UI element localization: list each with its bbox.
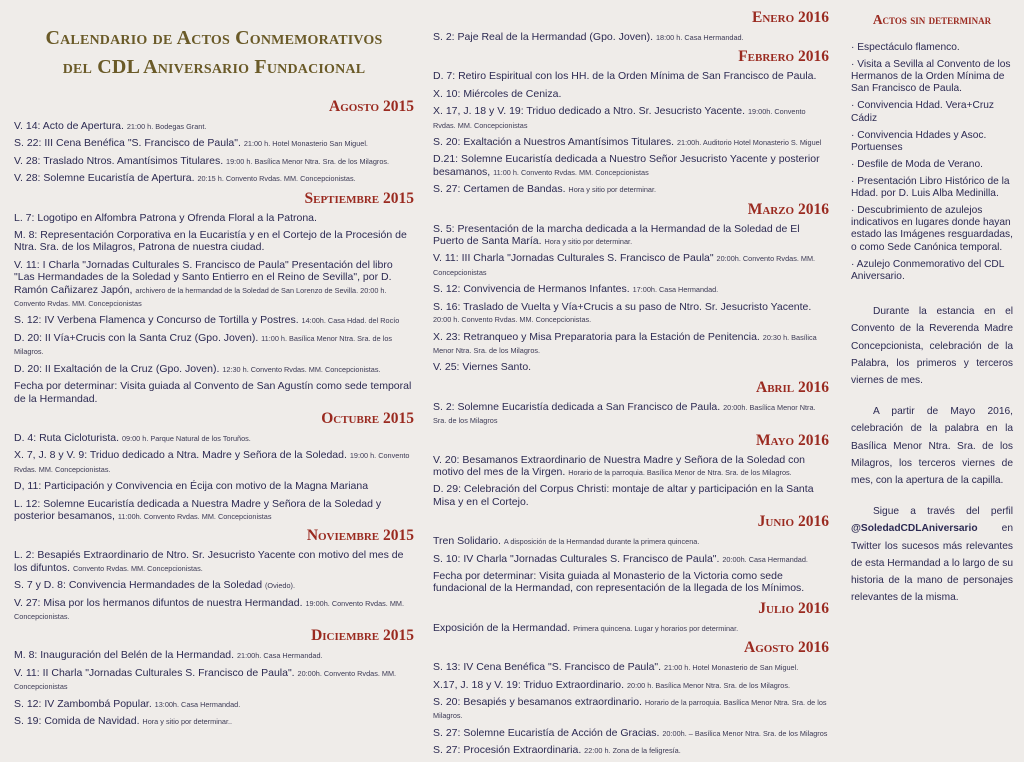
list-item: · Descubrimiento de azulejos indicativos en lugares donde hayan estado las Imágenes resguardadas, o como Sede Canónica temporal. xyxy=(851,204,1013,253)
event-item: Fecha por determinar: Visita guiada al Convento de San Agustín como sede temporal de la Hermandad. xyxy=(14,380,412,405)
month-events xyxy=(14,120,414,186)
month-events xyxy=(14,649,414,728)
info-paragraph-1: Durante la estancia en el Convento de la Reverenda Madre Concepcionista, celebración de la Palabra, los primeros y terceros viernes de mes. xyxy=(851,306,1013,387)
event-item: S. 2: Paje Real de la Hermandad (Gpo. Joven). 18:00 h. Casa Hermandad. xyxy=(433,31,744,43)
column-right xyxy=(851,0,1013,606)
month-heading: Agosto 2016 xyxy=(744,639,829,657)
list-item: · Azulejo Conmemorativo del CDL Aniversario. xyxy=(851,258,1005,282)
event-item: S. 5: Presentación de la marcha dedicada a la Hermandad de la Soledad de El Puerto de Santa María. Hora y sitio por determinar. xyxy=(433,222,800,248)
event-item: D. 4: Ruta Cicloturista. 09:00 h. Parque Natural de los Toruños. xyxy=(14,431,251,444)
list-item: · Presentación Libro Histórico de la Hdad. por D. Luis Alba Medinilla. xyxy=(851,175,1010,199)
twitter-handle: @SoledadCDLAniversario xyxy=(851,523,978,535)
month-heading: Diciembre 2015 xyxy=(311,627,414,645)
event-item: S. 27: Procesión Extraordinaria. 22:00 h. Zona de la feligresía. xyxy=(433,744,681,757)
event-item: S. 20: Exaltación a Nuestros Amantísimos Titulares. 21:00h. Auditorio Hotel Monasterio S. Miguel xyxy=(433,136,822,149)
event-item: M. 8: Representación Corporativa en la Eucaristía y en el Cortejo de la Procesión de Ntra. Sra. de los Milagros, Patrona de nuestra ciudad. xyxy=(14,229,407,254)
month-events xyxy=(14,212,414,406)
event-item: S. 12: IV Verbena Flamenca y Concurso de Tortilla y Postres. 14:00h. Casa Hdad. del Rocío xyxy=(14,314,400,327)
event-item: V. 11: II Charla "Jornadas Culturales S. Francisco de Paula". 20:00h. Convento Rvdas. MM. Concepcionistas xyxy=(14,666,397,692)
event-item: V. 28: Solemne Eucaristía de Apertura. 20:15 h. Convento Rvdas. MM. Concepcionistas. xyxy=(14,172,356,185)
event-item: D. 7: Retiro Espiritual con los HH. de la Orden Mínima de San Francisco de Paula. xyxy=(433,70,817,83)
event-item: S. 2: Solemne Eucaristía dedicada a San Francisco de Paula. 20:00h. Basílica Menor Ntra. Sra. de los Milagros xyxy=(433,400,816,426)
list-item: · Visita a Sevilla al Convento de los Hermanos de la Orden Mínima de San Francisco de Paula. xyxy=(851,58,1011,95)
event-item: S. 13: IV Cena Benéfica "S. Francisco de Paula". 21:00 h. Hotel Monasterio de San Miguel. xyxy=(433,661,799,674)
event-item: S. 27: Certamen de Bandas. Hora y sitio por determinar. xyxy=(433,183,657,196)
event-item: S. 27: Solemne Eucaristía de Acción de Gracias. 20:00h. – Basílica Menor Ntra. Sra. de los Milagros xyxy=(433,726,828,739)
event-item: V. 27: Misa por los hermanos difuntos de nuestra Hermandad. 19:00h. Convento Rvdas. MM. Concepcionistas. xyxy=(14,596,405,621)
month-heading: Julio 2016 xyxy=(758,599,829,617)
event-item: V. 20: Besamanos Extraordinario de Nuestra Madre y Señora de la Soledad con motivo del mes de la Virgen. Horario de la parroquia. Basílica Menor de Ntra. Sra. de los Milagros. xyxy=(433,453,806,478)
info-paragraph-2: A partir de Mayo 2016, celebración de la palabra en la Basílica Menor Ntra. Sra. de los Milagros, los terceros viernes de mes, con la apertura de la capilla. xyxy=(851,406,1013,487)
month-heading: Septiembre 2015 xyxy=(304,189,414,207)
month-heading: Octubre 2015 xyxy=(321,409,414,427)
month-events xyxy=(433,401,829,428)
event-item: S. 12: IV Zambombá Popular. 13:00h. Casa Hermandad. xyxy=(14,697,241,710)
event-item: V. 11: I Charla "Jornadas Culturales S. Francisco de Paula" Presentación del libro "Las Hermandades de la Soledad y Santo Entierro en el Reino de Sevilla", por D. Ramón Cañizarez Japón, archivero de la hermandad de la Soledad de San Lorenzo de Sevilla. 20:00 h. Convento Rvdas. MM. Concepcionistas xyxy=(14,258,393,309)
event-item: D. 29: Celebración del Corpus Christi: montaje de altar y participación en la Santa Misa y en el Cortejo. xyxy=(433,483,814,508)
event-item: D, 11: Participación y Convivencia en Écija con motivo de la Magna Mariana xyxy=(14,480,369,493)
event-item: X. 23: Retranqueo y Misa Preparatoria para la Estación de Penitencia. 20:30 h. Basílica Menor Ntra. Sra. de los Milagros. xyxy=(433,330,817,355)
month-events xyxy=(14,432,414,523)
event-item: M. 8: Inauguración del Belén de la Hermandad. 21:00h. Casa Hermandad. xyxy=(14,649,323,662)
event-item: S. 12: Convivencia de Hermanos Infantes. 17:00h. Casa Hermandad. xyxy=(433,283,719,296)
event-item: S. 10: IV Charla "Jornadas Culturales S. Francisco de Paula". 20:00h. Casa Hermandad. xyxy=(433,552,808,565)
event-item: X.17, J. 18 y V. 19: Triduo Extraordinario. 20:00 h. Basílica Menor Ntra. Sra. de los Milagros. xyxy=(433,678,791,691)
event-item: L. 2: Besapiés Extraordinario de Ntro. Sr. Jesucristo Yacente con motivo del mes de los difuntos. Convento Rvdas. MM. Concepcionistas. xyxy=(14,549,404,574)
page-title xyxy=(14,24,414,82)
month-heading: Marzo 2016 xyxy=(747,200,829,218)
month-events xyxy=(433,31,829,44)
column-middle xyxy=(433,0,829,762)
title-line-2: del CDL Aniversario Fundacional xyxy=(62,56,366,78)
column-left xyxy=(14,0,414,732)
month-events xyxy=(433,70,829,196)
title-line-1: Calendario de Actos Conmemorativos xyxy=(45,27,383,49)
event-item: X. 17, J. 18 y V. 19: Triduo dedicado a Ntro. Sr. Jesucristo Yacente. 19:00h. Convento Rvdas. MM. Concepcionistas xyxy=(433,105,806,130)
event-item: D. 20: II Vía+Crucis con la Santa Cruz (Gpo. Joven). 11:00 h. Basílica Menor Ntra. Sra. de los Milagros. xyxy=(14,331,393,357)
event-item: D. 20: II Exaltación de la Cruz (Gpo. Joven). 12:30 h. Convento Rvdas. MM. Concepcionistas. xyxy=(14,362,381,375)
month-heading: Noviembre 2015 xyxy=(306,527,414,545)
event-item: V. 28: Traslado Ntros. Amantísimos Titulares. 19:00 h. Basílica Menor Ntra. Sra. de los Milagros. xyxy=(14,154,390,167)
event-item: Tren Solidario. A disposición de la Hermandad durante la primera quincena. xyxy=(433,535,700,548)
info-paragraph-3: Sigue a través del perfil @SoledadCDLAniversario en Twitter los sucesos más relevantes de esta Hermandad a lo largo de su historia de la mano de personajes relevantes de la misma. xyxy=(851,506,1013,604)
event-item: V. 25: Viernes Santo. xyxy=(433,361,532,374)
event-item: V. 11: III Charla "Jornadas Culturales S. Francisco de Paula" 20:00h. Convento Rvdas. MM. Concepcionistas xyxy=(433,252,816,277)
event-item: X. 10: Miércoles de Ceniza. xyxy=(433,87,562,100)
month-heading: Abril 2016 xyxy=(756,378,829,396)
month-heading: Enero 2016 xyxy=(752,9,829,26)
event-item: Exposición de la Hermandad. Primera quincena. Lugar y horarios por determinar. xyxy=(433,621,739,634)
month-events xyxy=(14,549,414,623)
event-item: S. 20: Besapiés y besamanos extraordinario. Horario de la parroquia. Basílica Menor Ntra. Sra. de los Milagros. xyxy=(433,696,827,721)
event-item: S. 19: Comida de Navidad. Hora y sitio por determinar.. xyxy=(14,715,233,727)
list-item: · Convivencia Hdad. Vera+Cruz Cádiz xyxy=(851,100,994,124)
event-item: D.21: Solemne Eucaristía dedicada a Nuestro Señor Jesucristo Yacente y posterior besamanos, 11:00 h. Convento Rvdas. MM. Concepcionistas xyxy=(433,153,820,178)
event-item: Fecha por determinar: Visita guiada al Monasterio de la Victoria como sede fundacional de la Hermandad, con representación de la llegada de los Mínimos. xyxy=(433,569,805,595)
month-events xyxy=(433,661,829,757)
month-events xyxy=(433,223,829,375)
month-events xyxy=(433,454,829,510)
section-heading-undetermined: Actos sin determinar xyxy=(872,12,992,27)
list-item: · Convivencia Hdades y Asoc. Portuenses xyxy=(851,129,987,153)
event-item: S. 22: III Cena Benéfica "S. Francisco de Paula". 21:00 h. Hotel Monasterio San Miguel. xyxy=(14,137,368,150)
list-item: · Desfile de Moda de Verano. xyxy=(851,158,983,170)
event-item: X. 7, J. 8 y V. 9: Triduo dedicado a Ntra. Madre y Señora de la Soledad. 19:00 h. Convento Rvdas. MM. Concepcionistas. xyxy=(14,449,410,474)
event-item: L. 7: Logotipo en Alfombra Patrona y Ofrenda Floral a la Patrona. xyxy=(14,211,317,224)
month-events xyxy=(433,622,829,635)
event-item: S. 16: Traslado de Vuelta y Vía+Crucis a su paso de Ntro. Sr. Jesucristo Yacente. 20:00 h. Convento Rvdas. MM. Concepcionistas. xyxy=(433,300,812,325)
month-heading: Agosto 2015 xyxy=(329,98,414,115)
event-item: V. 14: Acto de Apertura. 21:00 h. Bodegas Grant. xyxy=(14,120,207,132)
month-heading: Junio 2016 xyxy=(757,513,829,531)
month-events xyxy=(433,535,829,596)
month-heading: Mayo 2016 xyxy=(756,431,829,449)
event-item: L. 12: Solemne Eucaristía dedicada a Nuestra Madre y Señora de la Soledad y posterior besamanos, 11:00h. Convento Rvdas. MM. Concepcionistas xyxy=(14,497,382,522)
list-item: · Espectáculo flamenco. xyxy=(851,42,960,53)
event-item: S. 7 y D. 8: Convivencia Hermandades de la Soledad (Oviedo). xyxy=(14,579,295,592)
month-heading: Febrero 2016 xyxy=(738,48,829,66)
undetermined-list xyxy=(851,42,1013,283)
